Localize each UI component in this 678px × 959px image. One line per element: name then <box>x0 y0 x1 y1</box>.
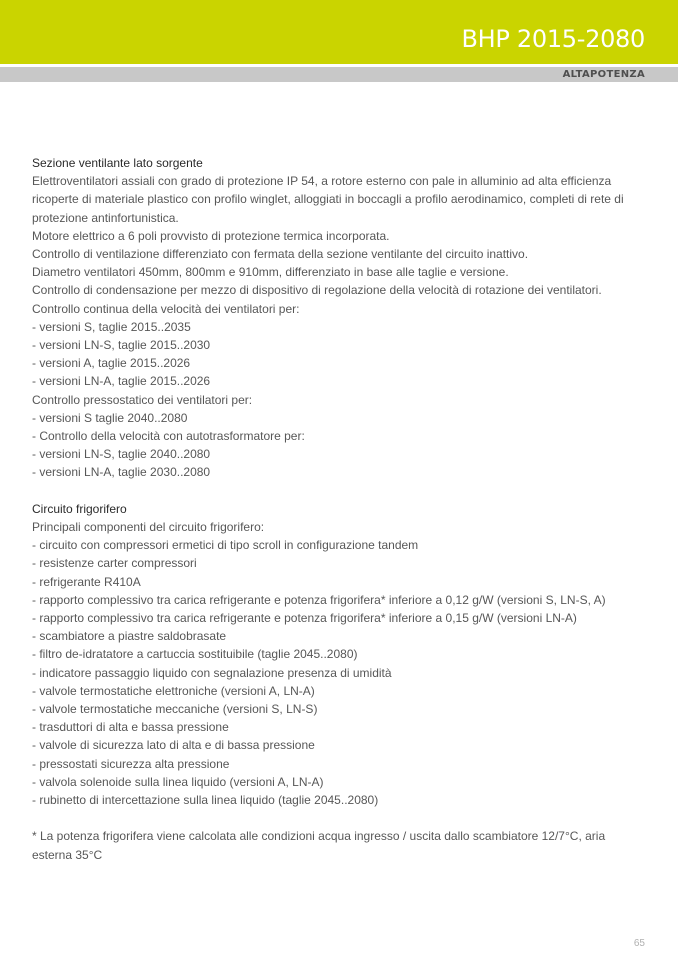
list-item: - rapporto complessivo tra carica refrigerante e potenza frigorifera* inferiore a 0,12 g/W (versioni S, LN-S, A) <box>32 592 606 607</box>
page-number: 65 <box>633 938 645 949</box>
text-line: Controllo continua della velocità dei ventilatori per: <box>32 301 300 316</box>
list-item: - trasduttori di alta e bassa pressione <box>32 720 229 735</box>
list-item: - versioni S taglie 2040..2080 <box>32 410 188 425</box>
text-line: Controllo pressostatico dei ventilatori per: <box>32 392 253 407</box>
list-item: - rubinetto di intercettazione sulla linea liquido (taglie 2045..2080) <box>32 793 379 808</box>
list-item: - versioni S, taglie 2015..2035 <box>32 319 191 334</box>
page-content <box>32 154 646 864</box>
text-line: Principali componenti del circuito frigorifero: <box>32 520 265 535</box>
list-item: - versioni A, taglie 2015..2026 <box>32 356 191 371</box>
list-item: - valvole di sicurezza lato di alta e di bassa pressione <box>32 738 315 753</box>
list-item: - circuito con compressori ermetici di tipo scroll in configurazione tandem <box>32 538 419 553</box>
list-item: - indicatore passaggio liquido con segnalazione presenza di umidità <box>32 665 392 680</box>
text-line: Diametro ventilatori 450mm, 800mm e 910mm, differenziato in base alle taglie e versione. <box>32 265 509 280</box>
text-line: Controllo di condensazione per mezzo di dispositivo di regolazione della velocità di rotazione dei ventilatori. <box>32 283 602 298</box>
footnote: * La potenza frigorifera viene calcolata alle condizioni acqua ingresso / uscita dallo scambiatore 12/7°C, aria esterna 35°C <box>32 829 606 862</box>
category-label: ALTAPOTENZA <box>562 69 645 80</box>
list-item: - refrigerante R410A <box>32 574 141 589</box>
list-item: - pressostati sicurezza alta pressione <box>32 756 230 771</box>
list-item: - Controllo della velocità con autotrasformatore per: <box>32 429 305 444</box>
page-title: BHP 2015-2080 <box>461 25 645 53</box>
list-item: - versioni LN-S, taglie 2040..2080 <box>32 447 211 462</box>
list-item: - versioni LN-A, taglie 2030..2080 <box>32 465 211 480</box>
section-ventilation <box>32 154 646 482</box>
list-item: - versioni LN-S, taglie 2015..2030 <box>32 338 211 353</box>
section-refrigerant-circuit <box>32 500 646 809</box>
list-item: - valvola solenoide sulla linea liquido (versioni A, LN-A) <box>32 774 324 789</box>
paragraph: Elettroventilatori assiali con grado di protezione IP 54, a rotore esterno con pale in alluminio ad alta efficienza ricoperte di materiale plastico con profilo winglet, alloggiati in boccagli a profilo aerodinamico, completi di rete di protezione antinfortunistica. <box>32 174 624 225</box>
text-line: Motore elettrico a 6 poli provvisto di protezione termica incorporata. <box>32 228 390 243</box>
list-item: - filtro de-idratatore a cartuccia sostituibile (taglie 2045..2080) <box>32 647 358 662</box>
list-item: - valvole termostatiche meccaniche (versioni S, LN-S) <box>32 702 318 717</box>
list-item: - versioni LN-A, taglie 2015..2026 <box>32 374 211 389</box>
text-line: Controllo di ventilazione differenziato con fermata della sezione ventilante del circuito inattivo. <box>32 247 529 262</box>
section-title: Circuito frigorifero <box>32 501 127 516</box>
list-item: - rapporto complessivo tra carica refrigerante e potenza frigorifera* inferiore a 0,15 g/W (versioni LN-A) <box>32 611 577 626</box>
section-title: Sezione ventilante lato sorgente <box>32 156 203 170</box>
list-item: - valvole termostatiche elettroniche (versioni A, LN-A) <box>32 683 315 698</box>
list-item: - resistenze carter compressori <box>32 556 197 571</box>
list-item: - scambiatore a piastre saldobrasate <box>32 629 227 644</box>
